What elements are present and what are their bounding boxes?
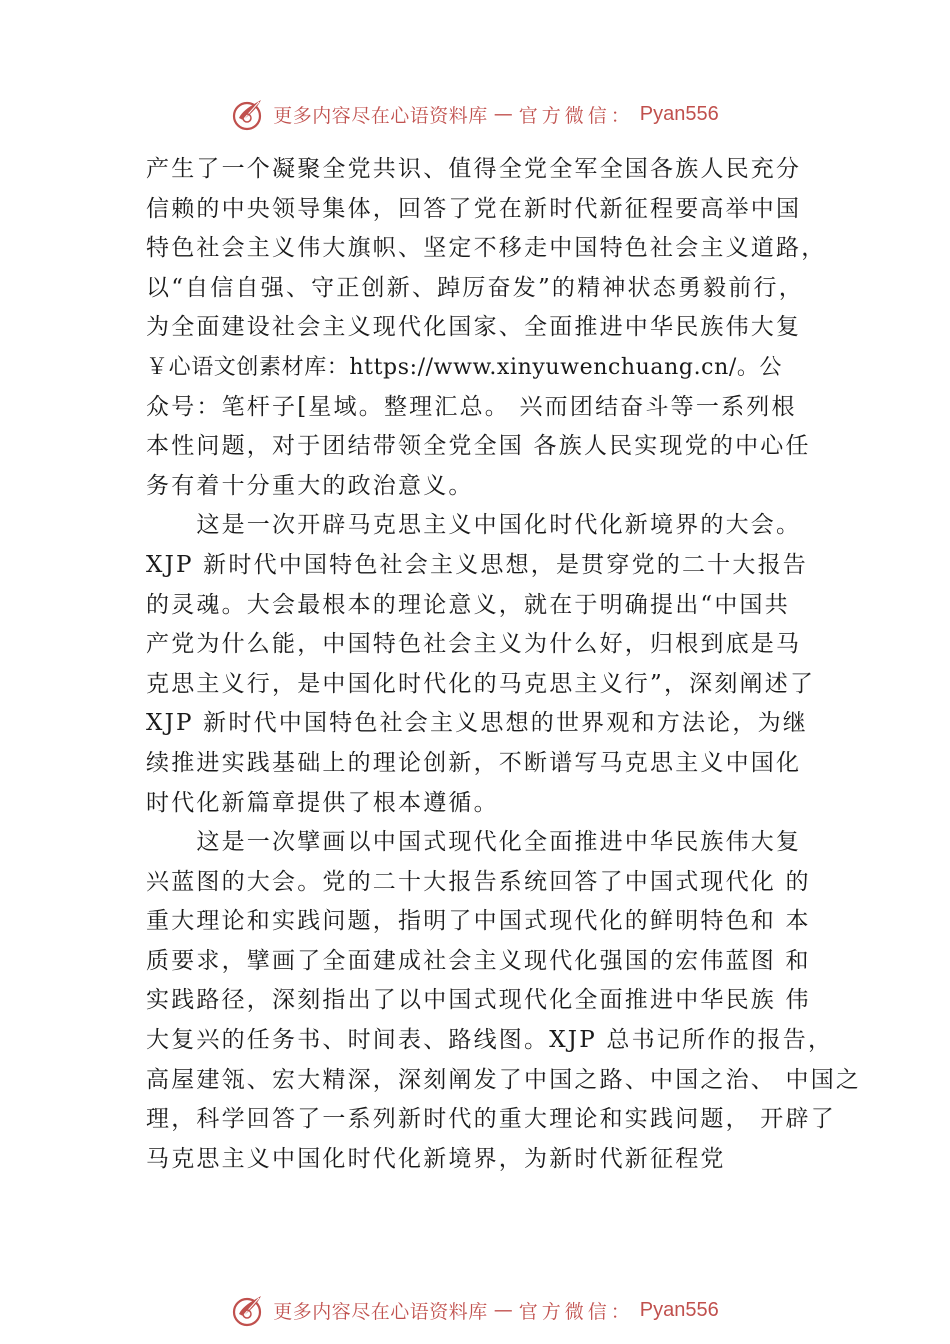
text-line: 克思主义行，是中国化时代化的马克思主义行”，深刻阐述了 xyxy=(146,670,816,697)
text-line: 时代化新篇章提供了根本遵循。 xyxy=(146,789,499,816)
text-line: XJP 新时代中国特色社会主义思想，是贯穿党的二十大报告 xyxy=(146,551,808,578)
watermark-wechat-id: Pyan556 xyxy=(639,1298,719,1321)
text-line: 兴蓝图的大会。党的二十大报告系统回答了中国式现代化 的 xyxy=(146,868,811,895)
text-line: 这是一次开辟马克思主义中国化时代化新境界的大会。 xyxy=(146,512,802,539)
text-line: 这是一次擘画以中国式现代化全面推进中华民族伟大复 xyxy=(146,829,802,856)
text-line: 续推进实践基础上的理论创新，不断谱写马克思主义中国化 xyxy=(146,749,802,776)
text-line: 以“自信自强、守正创新、踔厉奋发”的精神状态勇毅前行， xyxy=(146,274,804,301)
text-line-url: ￥心语文创素材库：https://www.xinyuwenchuang.cn/。公 xyxy=(146,354,783,380)
watermark-separator: — xyxy=(493,1299,513,1321)
watermark-wechat-id: Pyan556 xyxy=(639,102,719,125)
text-line: 理，科学回答了一系列新时代的重大理论和实践问题， 开辟了 xyxy=(146,1106,836,1133)
text-line: 高屋建瓴、宏大精深，深刻阐发了中国之路、中国之治、 中国之 xyxy=(146,1066,862,1093)
text-line: 务有着十分重大的政治意义。 xyxy=(146,472,474,499)
text-line: XJP 新时代中国特色社会主义思想的世界观和方法论，为继 xyxy=(146,710,808,737)
text-line: 大复兴的任务书、时间表、路线图。XJP 总书记所作的报告， xyxy=(146,1027,834,1054)
text-line: 产党为什么能，中国特色社会主义为什么好，归根到底是马 xyxy=(146,631,802,658)
text-line: 信赖的中央领导集体，回答了党在新时代新征程要高举中国 xyxy=(146,195,802,222)
text-line: 众号：笔杆子[星域。整理汇总。 兴而团结奋斗等一系列根 xyxy=(146,393,797,420)
document-body xyxy=(146,150,862,1179)
watermark-label: 官方微信： xyxy=(518,104,634,127)
text-line: 质要求，擘画了全面建成社会主义现代化强国的宏伟蓝图 和 xyxy=(146,947,811,974)
text-line: 实践路径，深刻指出了以中国式现代化全面推进中华民族 伟 xyxy=(146,987,811,1014)
text-line: 本性问题，对于团结带领全党全国 各族人民实现党的中心任 xyxy=(146,433,811,460)
text-line: 马克思主义中国化时代化新境界，为新时代新征程党 xyxy=(146,1145,726,1172)
watermark-separator: — xyxy=(493,103,513,125)
text-line: 特色社会主义伟大旗帜、坚定不移走中国特色社会主义道路， xyxy=(146,235,827,262)
text-line: 重大理论和实践问题，指明了中国式现代化的鲜明特色和 本 xyxy=(146,908,811,935)
footer-watermark xyxy=(0,1290,950,1330)
watermark-text: 更多内容尽在心语资料库 xyxy=(273,104,488,127)
watermark-text: 更多内容尽在心语资料库 xyxy=(273,1300,488,1323)
header-watermark xyxy=(0,94,950,134)
quill-logo-icon xyxy=(231,96,267,132)
watermark-label: 官方微信： xyxy=(518,1300,634,1323)
text-line: 产生了一个凝聚全党共识、值得全党全军全国各族人民充分 xyxy=(146,156,802,182)
text-line: 的灵魂。大会最根本的理论意义，就在于明确提出“中国共 xyxy=(146,591,790,618)
text-line: 为全面建设社会主义现代化国家、全面推进中华民族伟大复 xyxy=(146,314,802,341)
quill-logo-icon xyxy=(231,1292,267,1328)
